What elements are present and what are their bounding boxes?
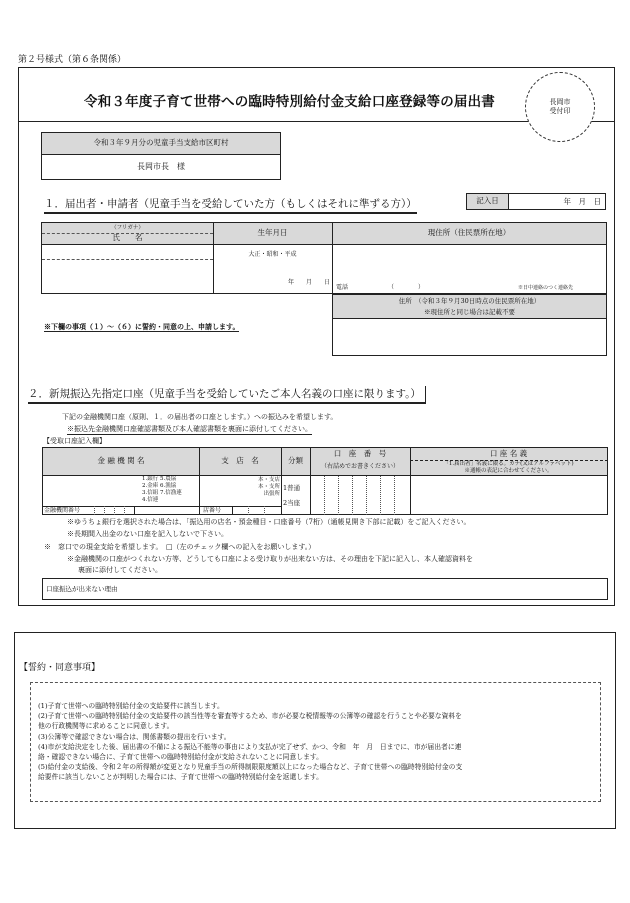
section2-intro: 下記の金融機関口座（原則、１．の届出者の口座とします。）への振込みを希望します。 xyxy=(62,413,338,421)
col-branch: 支 店 名 xyxy=(221,456,259,466)
branch-name-input[interactable] xyxy=(200,476,246,504)
form-number: 第２号様式（第６条関係） xyxy=(18,55,127,65)
consent-item-2: (2)子育て世帯への臨時特別給付金の支給要件の該当性等を審査等するため、市が必要な税情報等の公簿等の確認を行うことや必要な資料を xyxy=(38,712,462,721)
dormant-note: ※長期間入出金のない口座を記入しないで下さい。 xyxy=(67,530,228,538)
consent-item-5: (5)給付金の支給後、令和２年の所得額が変更となり児童手当の所得制限限度額以上になった場合など、子育て世帯への臨時特別給付金の支 xyxy=(38,763,463,772)
col-bank: 金 融 機 関 名 xyxy=(97,456,145,466)
date-label: 記入日 xyxy=(467,194,509,209)
phone-field[interactable]: （ ） xyxy=(388,284,425,291)
holder-note1: 「1.届出者」名義に限る。カナ(又はアルファベット) xyxy=(443,461,574,468)
consent-item-4: (4)市が支給決定をした後、届出書の不備による振込不能等の事由により支払が完了せず、かつ、令和 年 月 日までに、市が届出者に連 xyxy=(38,742,462,751)
bank-code-input[interactable] xyxy=(95,507,134,515)
branch-type-1[interactable]: 本・支店 xyxy=(257,477,280,483)
consent-item-4-cont: 絡・確認できない場合に、子育て世帯への臨時特別給付金が支給されないことに同意します。 xyxy=(38,753,323,762)
date-field[interactable]: 年 月 日 xyxy=(563,197,601,206)
addressee-header: 令和３年９月分の児童手当支給市区町村 xyxy=(42,133,280,155)
cash-note1: ※金融機関の口座がつくれない方等、どうしても口座による受け取りが出来ない方は、その理由を下記に記入し、本人確認資料を xyxy=(67,555,473,563)
holder-note2: ※通帳の表記に合わせてください。 xyxy=(464,468,553,475)
cash-note2: 裏面に添付してください。 xyxy=(78,566,162,574)
account-number-input[interactable] xyxy=(311,476,410,515)
section2-heading: ２．新規振込先指定口座（児童手当を受給していたご本人名義の口座に限ります。） xyxy=(28,386,426,404)
date-box xyxy=(466,193,606,210)
branch-type-2[interactable]: 本・支所 xyxy=(257,483,280,490)
bank-type-2[interactable]: 2.金庫 6.漁協 xyxy=(142,482,177,489)
consent-item-2-cont: 他の行政機関等に求めることに同意します。 xyxy=(38,722,174,731)
account-holder-input[interactable] xyxy=(411,476,607,515)
phone-label: 電話 xyxy=(336,284,349,291)
account-form-label: 【受取口座記入欄】 xyxy=(43,437,106,445)
stamp-line2: 受付印 xyxy=(549,107,571,115)
oath-note: ※下欄の事項（１）～（６）に誓約・同意の上、申請します。 xyxy=(44,322,240,331)
reason-label: 口座振込が出来ない理由 xyxy=(46,585,118,593)
stamp-line1: 長岡市 xyxy=(549,97,571,106)
consent-heading: 【誓約・同意事項】 xyxy=(19,663,101,673)
name-label: 氏 名 xyxy=(112,233,143,243)
birth-label: 生年月日 xyxy=(257,228,288,238)
sept-address-input[interactable] xyxy=(333,319,606,355)
cash-line[interactable]: ※ 窓口での現金支給を希望します。 □（左のチェック欄への記入をお願いします。） xyxy=(44,543,316,551)
account-type-1[interactable]: 1普通 xyxy=(283,484,301,492)
consent-item-1: (1)子育て世帯への臨時特別給付金の支給要件に該当します。 xyxy=(38,702,224,710)
col-holder: 口 座 名 義 xyxy=(489,449,528,459)
yucho-note: ※ゆうちょ銀行を選択された場合は、「振込用の店名・預金種目・口座番号（7桁）（通帳見開き下部に記載）をご記入ください。 xyxy=(67,518,471,526)
addressee-name: 長岡市長 様 xyxy=(137,161,185,171)
bank-name-input[interactable] xyxy=(43,476,139,504)
reception-stamp-area xyxy=(525,72,595,142)
address-input[interactable] xyxy=(333,245,606,281)
col-number: 口 座 番 号 xyxy=(333,449,387,459)
section1-heading: １．届出者・申請者（児童手当を受給していた方（もしくはそれに準ずる方）） xyxy=(44,196,417,214)
branch-code-input[interactable] xyxy=(233,507,280,515)
birth-date-field[interactable]: 年 月 日 xyxy=(287,279,330,286)
col-type: 分類 xyxy=(288,456,303,466)
name-input[interactable] xyxy=(42,260,213,294)
sept-address-label: 住所 （令和３年９月30日時点の住民票所在地） xyxy=(398,296,541,305)
consent-list xyxy=(30,682,601,802)
furigana-label: （フリガナ） xyxy=(111,224,144,231)
reason-input[interactable] xyxy=(130,579,607,599)
consent-item-3: (3)公簿等で確認できない場合は、関係書類の提出を行います。 xyxy=(38,732,231,741)
bank-code-label: 金融機関番号 xyxy=(44,507,81,514)
phone-note: ※日中連絡のつく連絡先 xyxy=(518,285,574,291)
attach-note: ※振込先金融機関口座確認書類及び本人確認書類を裏面に添付してください。 xyxy=(67,425,312,435)
sept-address-note: ※現住所と同じ場合は記載不要 xyxy=(424,307,515,316)
addressee-box xyxy=(41,132,281,180)
account-type-2[interactable]: 2当座 xyxy=(283,499,301,507)
page-title: 令和３年度子育て世帯への臨時特別給付金支給口座登録等の届出書 xyxy=(84,94,495,110)
era-options[interactable]: 大正・昭和・平成 xyxy=(248,251,297,258)
bank-type-4[interactable]: 4.信連 xyxy=(142,496,159,503)
col-number-note: （右詰めでお書きください） xyxy=(320,463,399,471)
bank-type-3[interactable]: 3.信組 7.信漁連 xyxy=(142,489,182,496)
branch-code-label: 店番号 xyxy=(203,507,222,514)
address-label: 現住所（住民票所在地） xyxy=(427,228,511,238)
bank-type-list[interactable] xyxy=(142,476,198,504)
branch-type-3[interactable]: 出張所 xyxy=(263,490,280,497)
consent-item-5-cont: 給要件に該当しないことが判明した場合には、子育て世帯への臨時特別給付金を返還します。 xyxy=(38,773,323,782)
bank-type-1[interactable]: 1.銀行 5.農協 xyxy=(142,476,177,482)
furigana-input[interactable] xyxy=(42,245,213,259)
